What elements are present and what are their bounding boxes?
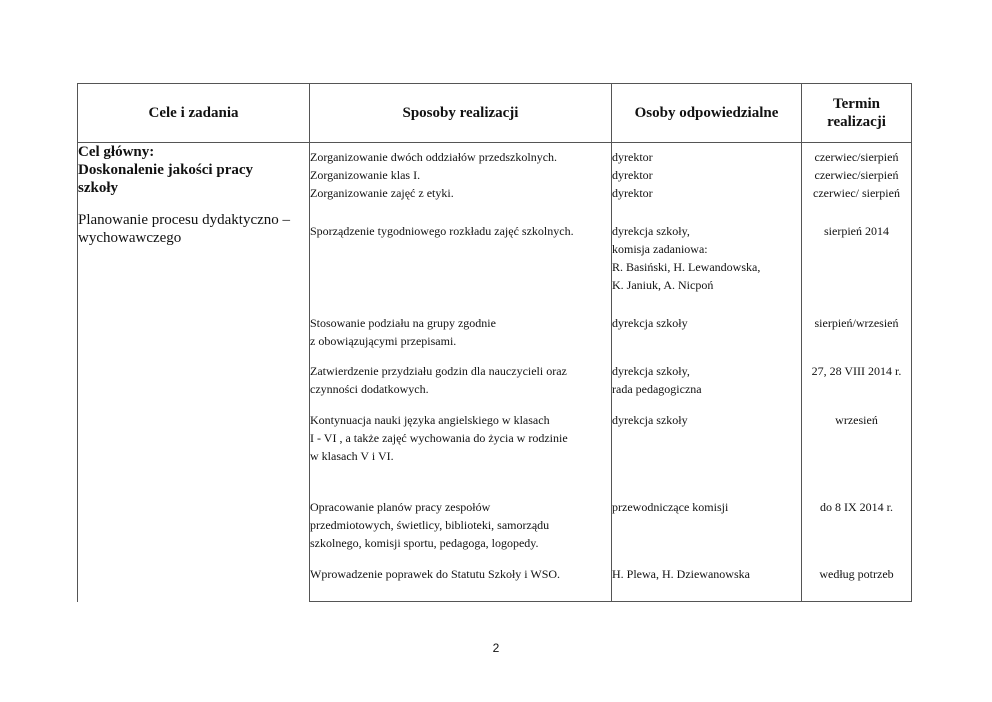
cell-line: Zorganizowanie zajęć z etyki.	[310, 186, 454, 200]
plan-table	[77, 83, 912, 602]
term-cell	[802, 143, 912, 221]
persons-cell	[612, 309, 802, 361]
cell-line: przewodniczące komisji	[612, 500, 729, 514]
cell-line: rada pedagogiczna	[612, 382, 702, 396]
goal-title: Cel główny: Doskonalenie jakości pracy szkoły	[78, 144, 254, 196]
cell-line: Zorganizowanie dwóch oddziałów przedszkolnych.	[310, 150, 558, 164]
term-cell	[802, 361, 912, 410]
cell-line: dyrektor	[612, 186, 653, 200]
cell-line: w klasach V i VI.	[310, 449, 394, 463]
persons-cell	[612, 410, 802, 497]
cell-line: komisja zadaniowa:	[612, 242, 708, 256]
methods-cell	[310, 361, 612, 410]
persons-cell	[612, 143, 802, 221]
cell-line: dyrekcja szkoły,	[612, 224, 690, 238]
goal-cell	[78, 143, 310, 602]
header-term: Termin realizacji	[802, 84, 912, 143]
methods-cell	[310, 309, 612, 361]
cell-line: K. Janiuk, A. Nicpoń	[612, 278, 714, 292]
cell-line: przedmiotowych, świetlicy, biblioteki, samorządu	[310, 518, 550, 532]
header-goals: Cele i zadania	[78, 84, 310, 143]
cell-line: 27, 28 VIII 2014 r.	[811, 364, 902, 378]
methods-cell	[310, 497, 612, 564]
cell-line: Stosowanie podziału na grupy zgodnie	[310, 316, 496, 330]
term-cell	[802, 410, 912, 497]
page-number: 2	[492, 641, 500, 655]
persons-cell	[612, 564, 802, 602]
cell-line: szkolnego, komisji sportu, pedagoga, logopedy.	[310, 536, 539, 550]
table-header-row	[78, 84, 912, 143]
cell-line: I - VI , a także zajęć wychowania do życia w rodzinie	[310, 431, 568, 445]
cell-line: dyrekcja szkoły,	[612, 364, 690, 378]
cell-line: czerwiec/sierpień	[814, 150, 899, 164]
persons-cell	[612, 361, 802, 410]
term-cell	[802, 564, 912, 602]
goal-subtitle: Planowanie procesu dydaktyczno – wychowawczego	[78, 212, 291, 246]
methods-cell	[310, 410, 612, 497]
cell-line: z obowiązującymi przepisami.	[310, 334, 457, 348]
term-cell	[802, 309, 912, 361]
methods-cell	[310, 143, 612, 221]
persons-cell	[612, 497, 802, 564]
cell-line: czerwiec/ sierpień	[813, 186, 900, 200]
cell-line: dyrektor	[612, 150, 653, 164]
cell-line: dyrekcja szkoły	[612, 316, 688, 330]
header-methods: Sposoby realizacji	[310, 84, 612, 143]
table-row	[78, 143, 912, 221]
cell-line: sierpień/wrzesień	[814, 316, 899, 330]
methods-cell	[310, 564, 612, 602]
cell-line: H. Plewa, H. Dziewanowska	[612, 567, 750, 581]
cell-line: czerwiec/sierpień	[814, 168, 899, 182]
cell-line: Zatwierdzenie przydziału godzin dla nauczycieli oraz	[310, 364, 567, 378]
term-cell	[802, 497, 912, 564]
cell-line: dyrektor	[612, 168, 653, 182]
cell-line: czynności dodatkowych.	[310, 382, 429, 396]
cell-line: Sporządzenie tygodniowego rozkładu zajęć szkolnych.	[310, 224, 574, 238]
term-cell	[802, 220, 912, 309]
cell-line: Opracowanie planów pracy zespołów	[310, 500, 491, 514]
cell-line: dyrekcja szkoły	[612, 413, 688, 427]
cell-line: według potrzeb	[819, 567, 894, 581]
methods-cell	[310, 220, 612, 309]
cell-line: wrzesień	[835, 413, 878, 427]
cell-line: Kontynuacja nauki języka angielskiego w klasach	[310, 413, 550, 427]
cell-line: sierpień 2014	[824, 224, 889, 238]
persons-cell	[612, 220, 802, 309]
cell-line: R. Basiński, H. Lewandowska,	[612, 260, 761, 274]
cell-line: Wprowadzenie poprawek do Statutu Szkoły i WSO.	[310, 567, 561, 581]
cell-line: Zorganizowanie klas I.	[310, 168, 421, 182]
cell-line: do 8 IX 2014 r.	[820, 500, 893, 514]
header-persons: Osoby odpowiedzialne	[612, 84, 802, 143]
